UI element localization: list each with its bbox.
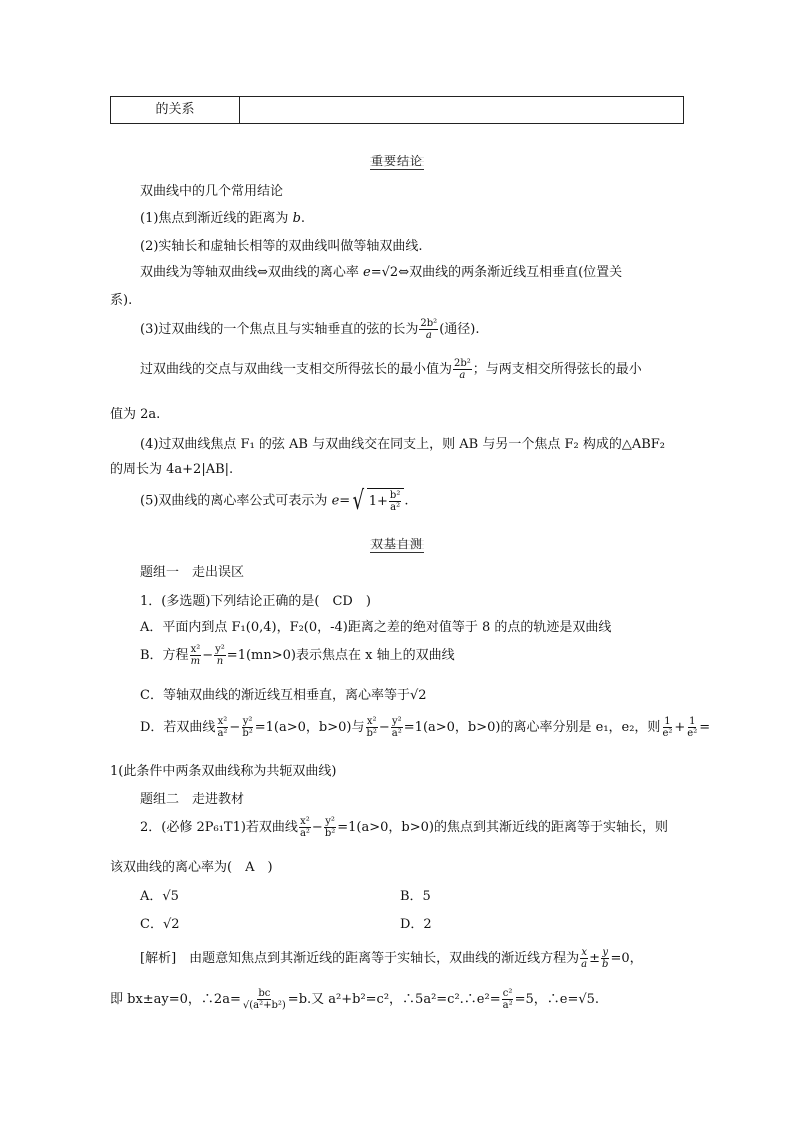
question-2-option-d: D．2 xyxy=(400,917,432,932)
intro-text: 双曲线中的几个常用结论 xyxy=(140,184,284,199)
question-2-option-b: B．5 xyxy=(400,889,431,904)
table-label-cell: 的关系 xyxy=(111,97,240,123)
question-1-option-d-cont: 1(此条件中两条双曲线称为共轭双曲线) xyxy=(110,764,337,779)
solution-line-1: [解析] 由题意知焦点到其渐近线的距离等于实轴长，双曲线的渐近线方程为 $\frac{x}{a}$ ± $\frac{y}{b}$ =0， xyxy=(140,947,643,970)
solution-line-2: 即 bx±ay=0，∴2a= $\frac{bc}{\text{√(a²+b²)}}$ =b.又 a²+b²=c²，∴5a²=c².∴e²= $\frac{\text{c²}}{\text{a²}}$ =5，∴e=√5. xyxy=(110,988,600,1011)
conclusion-2: (2)实轴长和虚轴长相等的双曲线叫做等轴双曲线. xyxy=(140,239,423,254)
min-chord-fraction: $\frac{\text{2b²}}{a}$ xyxy=(454,358,471,381)
question-2-stem-cont: 该双曲线的离心率为( A ) xyxy=(110,860,273,875)
question-2-option-a: A．√5 xyxy=(140,889,179,904)
equiaxial-statement-cont: 系). xyxy=(110,293,133,308)
question-2-option-c: C．√2 xyxy=(140,917,180,932)
group-1-title: 题组一 走出误区 xyxy=(140,565,245,580)
conclusion-5: (5)双曲线的离心率公式可表示为 e= √ 1+ $\frac{\text{b²}}{\text{a²}}$ . xyxy=(140,486,409,516)
question-1-option-d: D．若双曲线 $\frac{\text{x²}}{\text{a²}}$ − $\frac{\text{y²}}{\text{b²}}$ =1(a>0，b>0)与 $\frac{\text{x²}}{\text{b²}}$ − $\frac{\text{y²}}{\text{a²}}$ =1(a>0，b>0)的离心率分别是 e₁，e₂，则 $\frac{1}{\text{e²}}$ + $\frac{1}{\text{e²}}$ = xyxy=(140,716,711,739)
min-chord-statement-cont: 值为 2a. xyxy=(110,407,161,422)
equiaxial-statement: 双曲线为等轴双曲线⇔双曲线的离心率 e=√2⇔双曲线的两条渐近线互相垂直(位置关 xyxy=(140,265,623,280)
section-header-important-conclusions: 重要结论 xyxy=(370,154,423,168)
eccentricity-radical: √ 1+ $\frac{\text{b²}}{\text{a²}}$ xyxy=(350,488,404,514)
conclusion-4: (4)过双曲线焦点 F₁ 的弦 AB 与双曲线交在同支上，则 AB 与另一个焦点 F₂ 构成的△ABF₂ xyxy=(140,437,665,452)
conclusion-1: (1)焦点到渐近线的距离为 b. xyxy=(140,211,306,226)
question-1-option-b: B．方程 $\frac{\text{x²}}{m}$ − $\frac{\text{y²}}{n}$ =1(mn>0)表示焦点在 x 轴上的双曲线 xyxy=(140,644,455,667)
section-header-basic-self-test: 双基自测 xyxy=(370,537,423,551)
question-1-option-c: C．等轴双曲线的渐近线互相垂直，离心率等于√2 xyxy=(140,688,427,703)
conclusion-4-cont: 的周长为 4a+2|AB|. xyxy=(110,462,234,477)
question-1-option-a: A．平面内到点 F₁(0,4)，F₂(0，-4)距离之差的绝对值等于 8 的点的轨迹是双曲线 xyxy=(140,620,612,635)
question-2-stem: 2．(必修 2P₆₁T1)若双曲线 $\frac{\text{x²}}{\text{a²}}$ − $\frac{\text{y²}}{\text{b²}}$ =1(a>0，b>0)的焦点到其渐近线的距离等于实轴长，则 xyxy=(140,816,668,839)
conclusion-3: (3)过双曲线的一个焦点且与实轴垂直的弦的长为 $\frac{\text{2b²}}{a}$ (通径). xyxy=(140,318,480,341)
min-chord-statement: 过双曲线的交点与双曲线一支相交所得弦长的最小值为 $\frac{\text{2b²}}{a}$ ；与两支相交所得弦长的最小 xyxy=(140,358,642,381)
latus-rectum-fraction: $\frac{\text{2b²}}{a}$ xyxy=(420,318,438,341)
group-2-title: 题组二 走进教材 xyxy=(140,792,245,807)
relation-table xyxy=(110,96,684,124)
question-1-stem: 1．(多选题)下列结论正确的是( CD ) xyxy=(140,594,371,609)
